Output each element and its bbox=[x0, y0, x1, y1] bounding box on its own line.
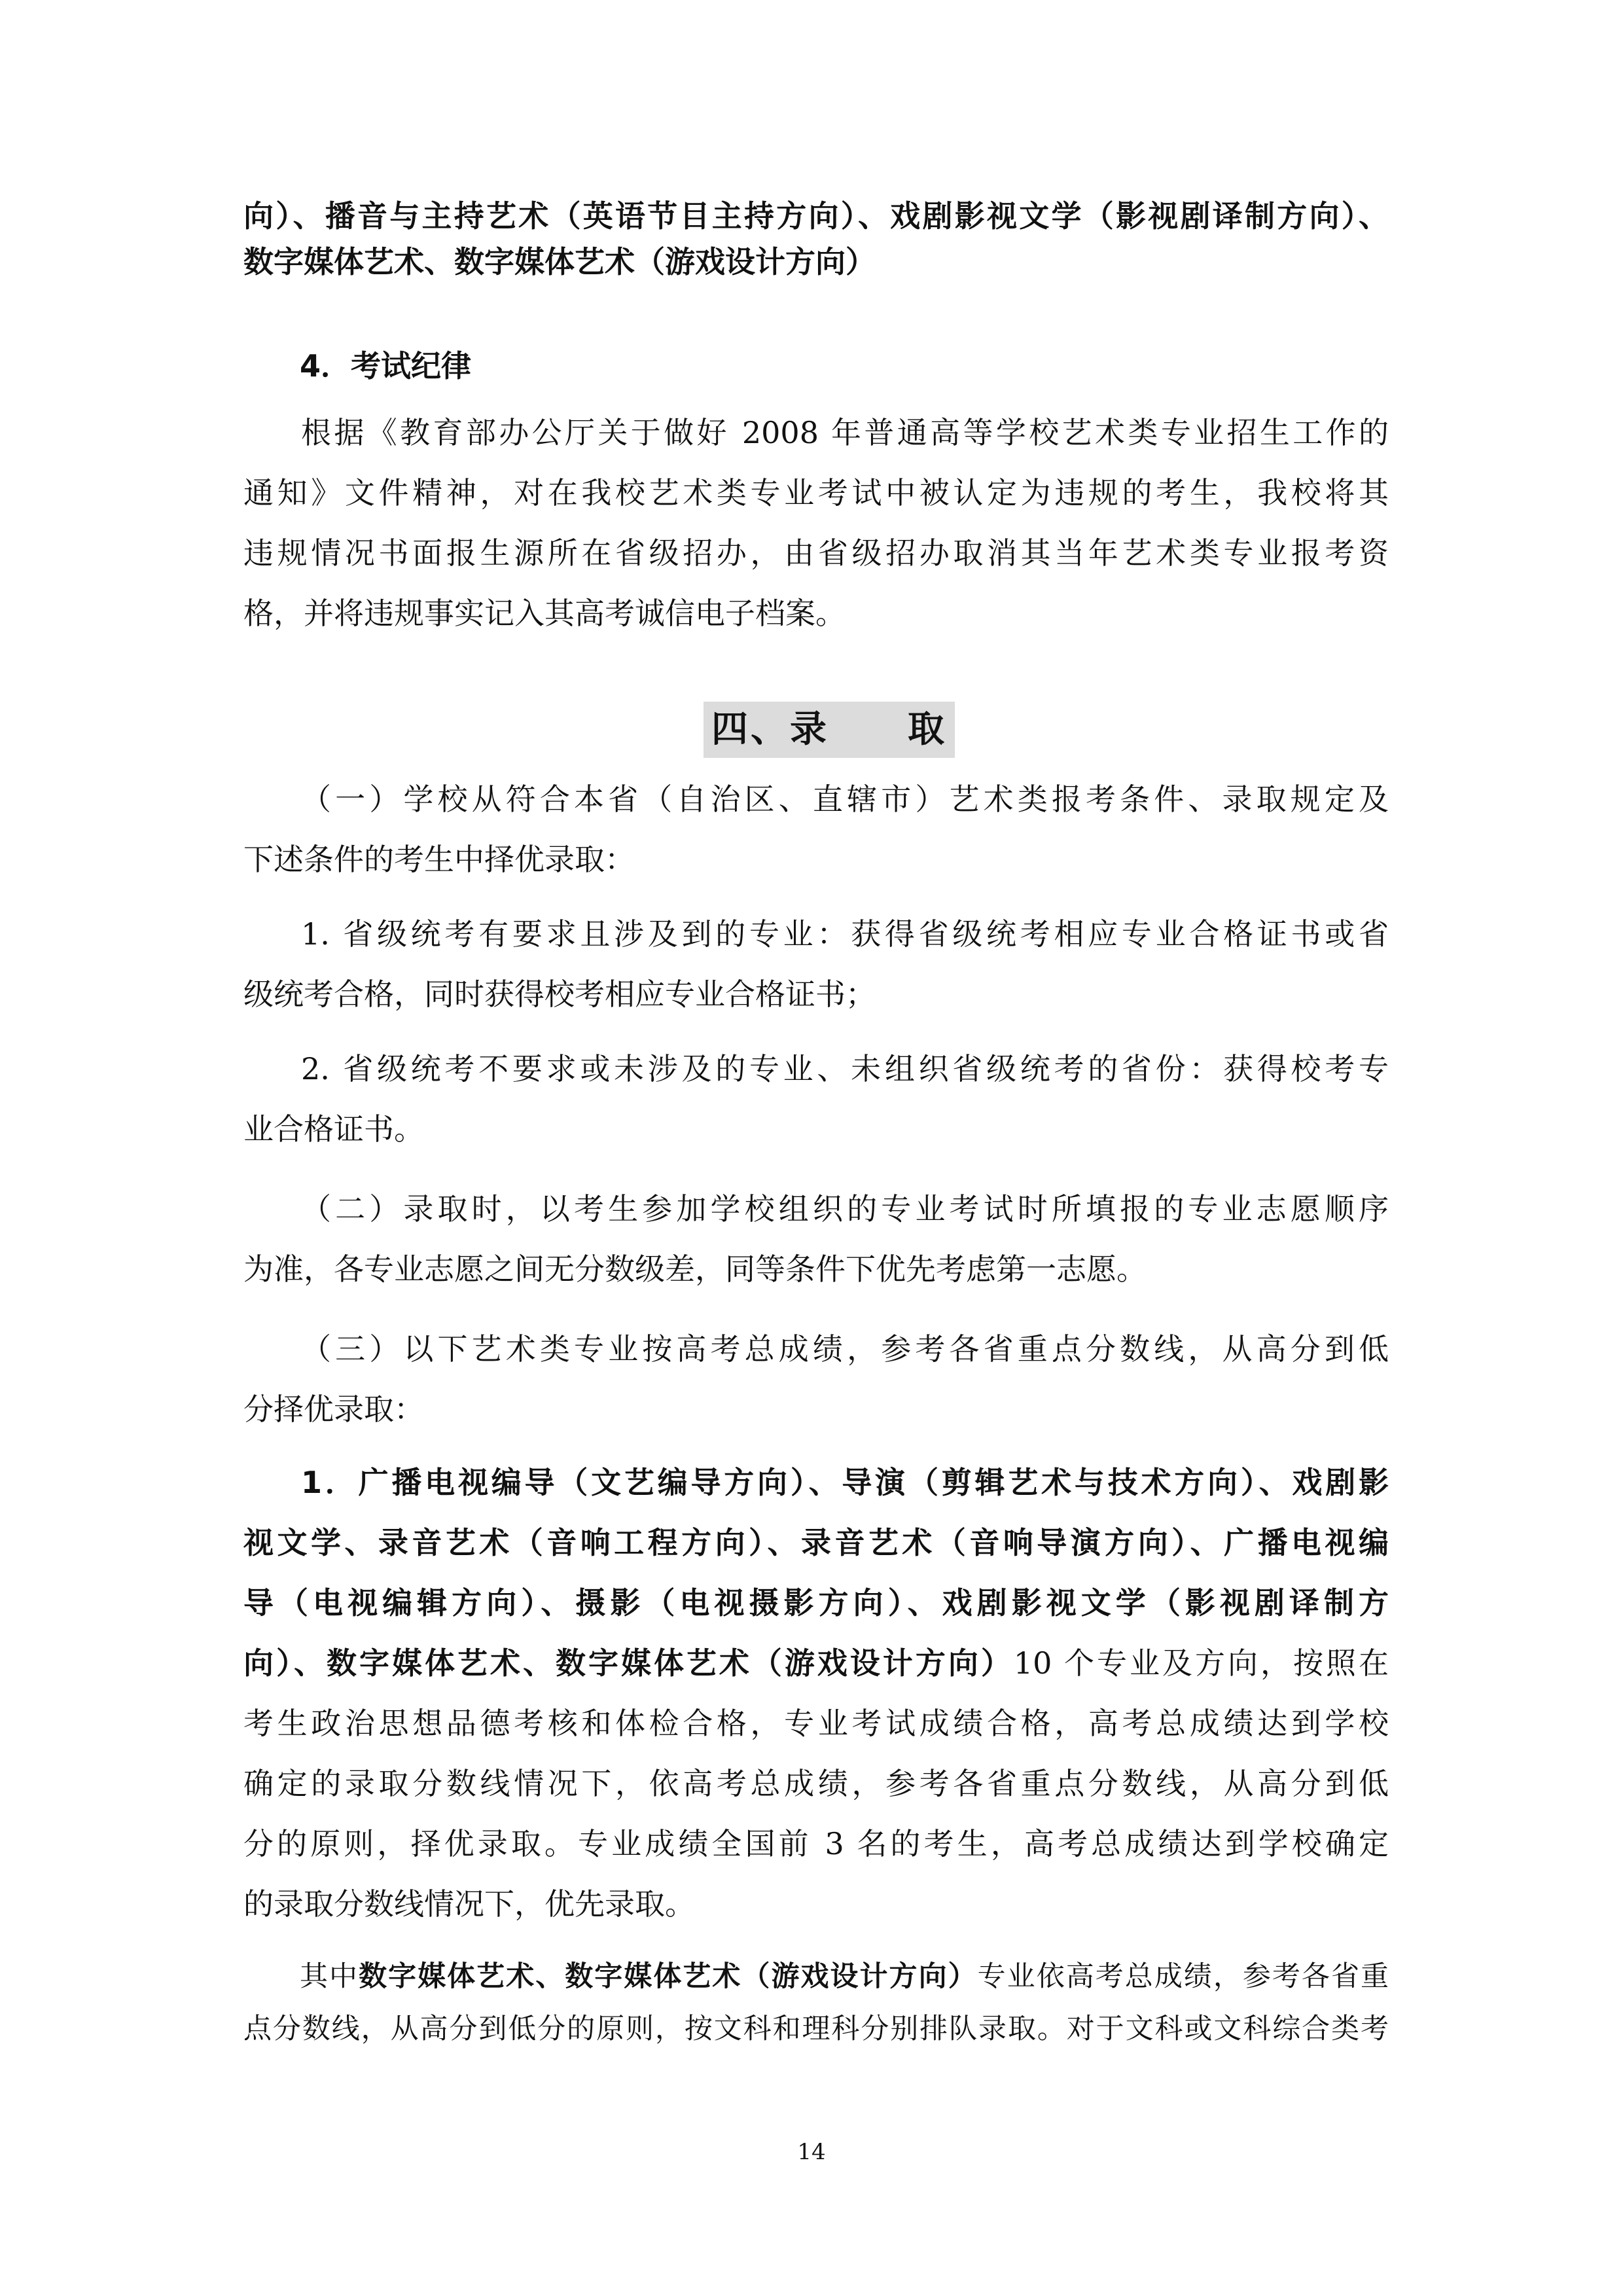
note-line-2: 点分数线，从高分到低分的原则，按文科和理科分别排队录取。对于文科或文科综合类考 bbox=[243, 2013, 1389, 2045]
clause-three-item-1-line-7: 分的原则，择优录取。专业成绩全国前 3 名的考生，高考总成绩达到学校确定 bbox=[243, 1826, 1389, 1861]
clause-one-item-2-line-2: 业合格证书。 bbox=[243, 1111, 424, 1147]
note-suffix: 专业依高考总成绩，参考各省重 bbox=[977, 1960, 1389, 1993]
section-four-title: 四、录 取 bbox=[711, 708, 947, 751]
clause-three-item-1-line-3: 导（电视编辑方向）、摄影（电视摄影方向）、戏剧影视文学（影视剧译制方 bbox=[243, 1585, 1389, 1621]
clause-three-item-1-line-8: 的录取分数线情况下，优先录取。 bbox=[243, 1886, 695, 1922]
exam-discipline-line-1: 根据《教育部办公厅关于做好 2008 年普通高等学校艺术类专业招生工作的 bbox=[301, 415, 1389, 450]
note-bold: 数字媒体艺术、数字媒体艺术（游戏设计方向） bbox=[359, 1960, 978, 1993]
exam-discipline-line-2: 通知》文件精神，对在我校艺术类专业考试中被认定为违规的考生，我校将其 bbox=[243, 475, 1389, 511]
section-four-heading-box bbox=[704, 702, 955, 758]
clause-one-item-1-line-2: 级统考合格，同时获得校考相应专业合格证书； bbox=[243, 977, 876, 1012]
exam-discipline-line-3: 违规情况书面报生源所在省级招办，由省级招办取消其当年艺术类专业报考资 bbox=[243, 535, 1389, 571]
note-line-1 bbox=[300, 1957, 1389, 1996]
clause-three-item-1-line-1: 1．广播电视编导（文艺编导方向）、导演（剪辑艺术与技术方向）、戏剧影 bbox=[301, 1465, 1389, 1500]
clause-one-item-2-line-1: 2. 省级统考不要求或未涉及的专业、未组织省级统考的省份：获得校考专 bbox=[301, 1051, 1389, 1086]
page-number: 14 bbox=[797, 2139, 826, 2165]
clause-three-line-2: 分择优录取： bbox=[243, 1391, 424, 1427]
clause-three-item-1-line-5: 考生政治思想品德考核和体检合格，专业考试成绩合格，高考总成绩达到学校 bbox=[243, 1706, 1389, 1741]
exam-discipline-line-4: 格，并将违规事实记入其高考诚信电子档案。 bbox=[243, 596, 846, 631]
note-prefix: 其中 bbox=[300, 1960, 359, 1993]
clause-three-item-1-line-4 bbox=[243, 1643, 1389, 1683]
exam-discipline-heading: 4．考试纪律 bbox=[300, 348, 472, 384]
clause-three-item-1-bold-part: 向）、数字媒体艺术、数字媒体艺术（游戏设计方向） bbox=[243, 1645, 1014, 1681]
clause-three-item-1-normal-part: 10 个专业及方向，按照在 bbox=[1013, 1645, 1389, 1681]
clause-three-item-1-line-2: 视文学、录音艺术（音响工程方向）、录音艺术（音响导演方向）、广播电视编 bbox=[243, 1525, 1389, 1560]
intro-line-2: 数字媒体艺术、数字媒体艺术（游戏设计方向） bbox=[243, 244, 876, 279]
clause-one-line-2: 下述条件的考生中择优录取： bbox=[243, 842, 635, 877]
clause-two-line-1: （二）录取时，以考生参加学校组织的专业考试时所填报的专业志愿顺序 bbox=[301, 1191, 1389, 1227]
clause-two-line-2: 为准，各专业志愿之间无分数级差，同等条件下优先考虑第一志愿。 bbox=[243, 1251, 1147, 1287]
clause-one-item-1-line-1: 1. 省级统考有要求且涉及到的专业：获得省级统考相应专业合格证书或省 bbox=[301, 916, 1389, 952]
clause-one-line-1: （一）学校从符合本省（自治区、直辖市）艺术类报考条件、录取规定及 bbox=[301, 781, 1389, 817]
intro-line-1: 向）、播音与主持艺术（英语节目主持方向）、戏剧影视文学（影视剧译制方向）、 bbox=[243, 198, 1389, 234]
clause-three-line-1: （三）以下艺术类专业按高考总成绩，参考各省重点分数线，从高分到低 bbox=[301, 1331, 1389, 1367]
clause-three-item-1-line-6: 确定的录取分数线情况下，依高考总成绩，参考各省重点分数线，从高分到低 bbox=[243, 1766, 1389, 1801]
